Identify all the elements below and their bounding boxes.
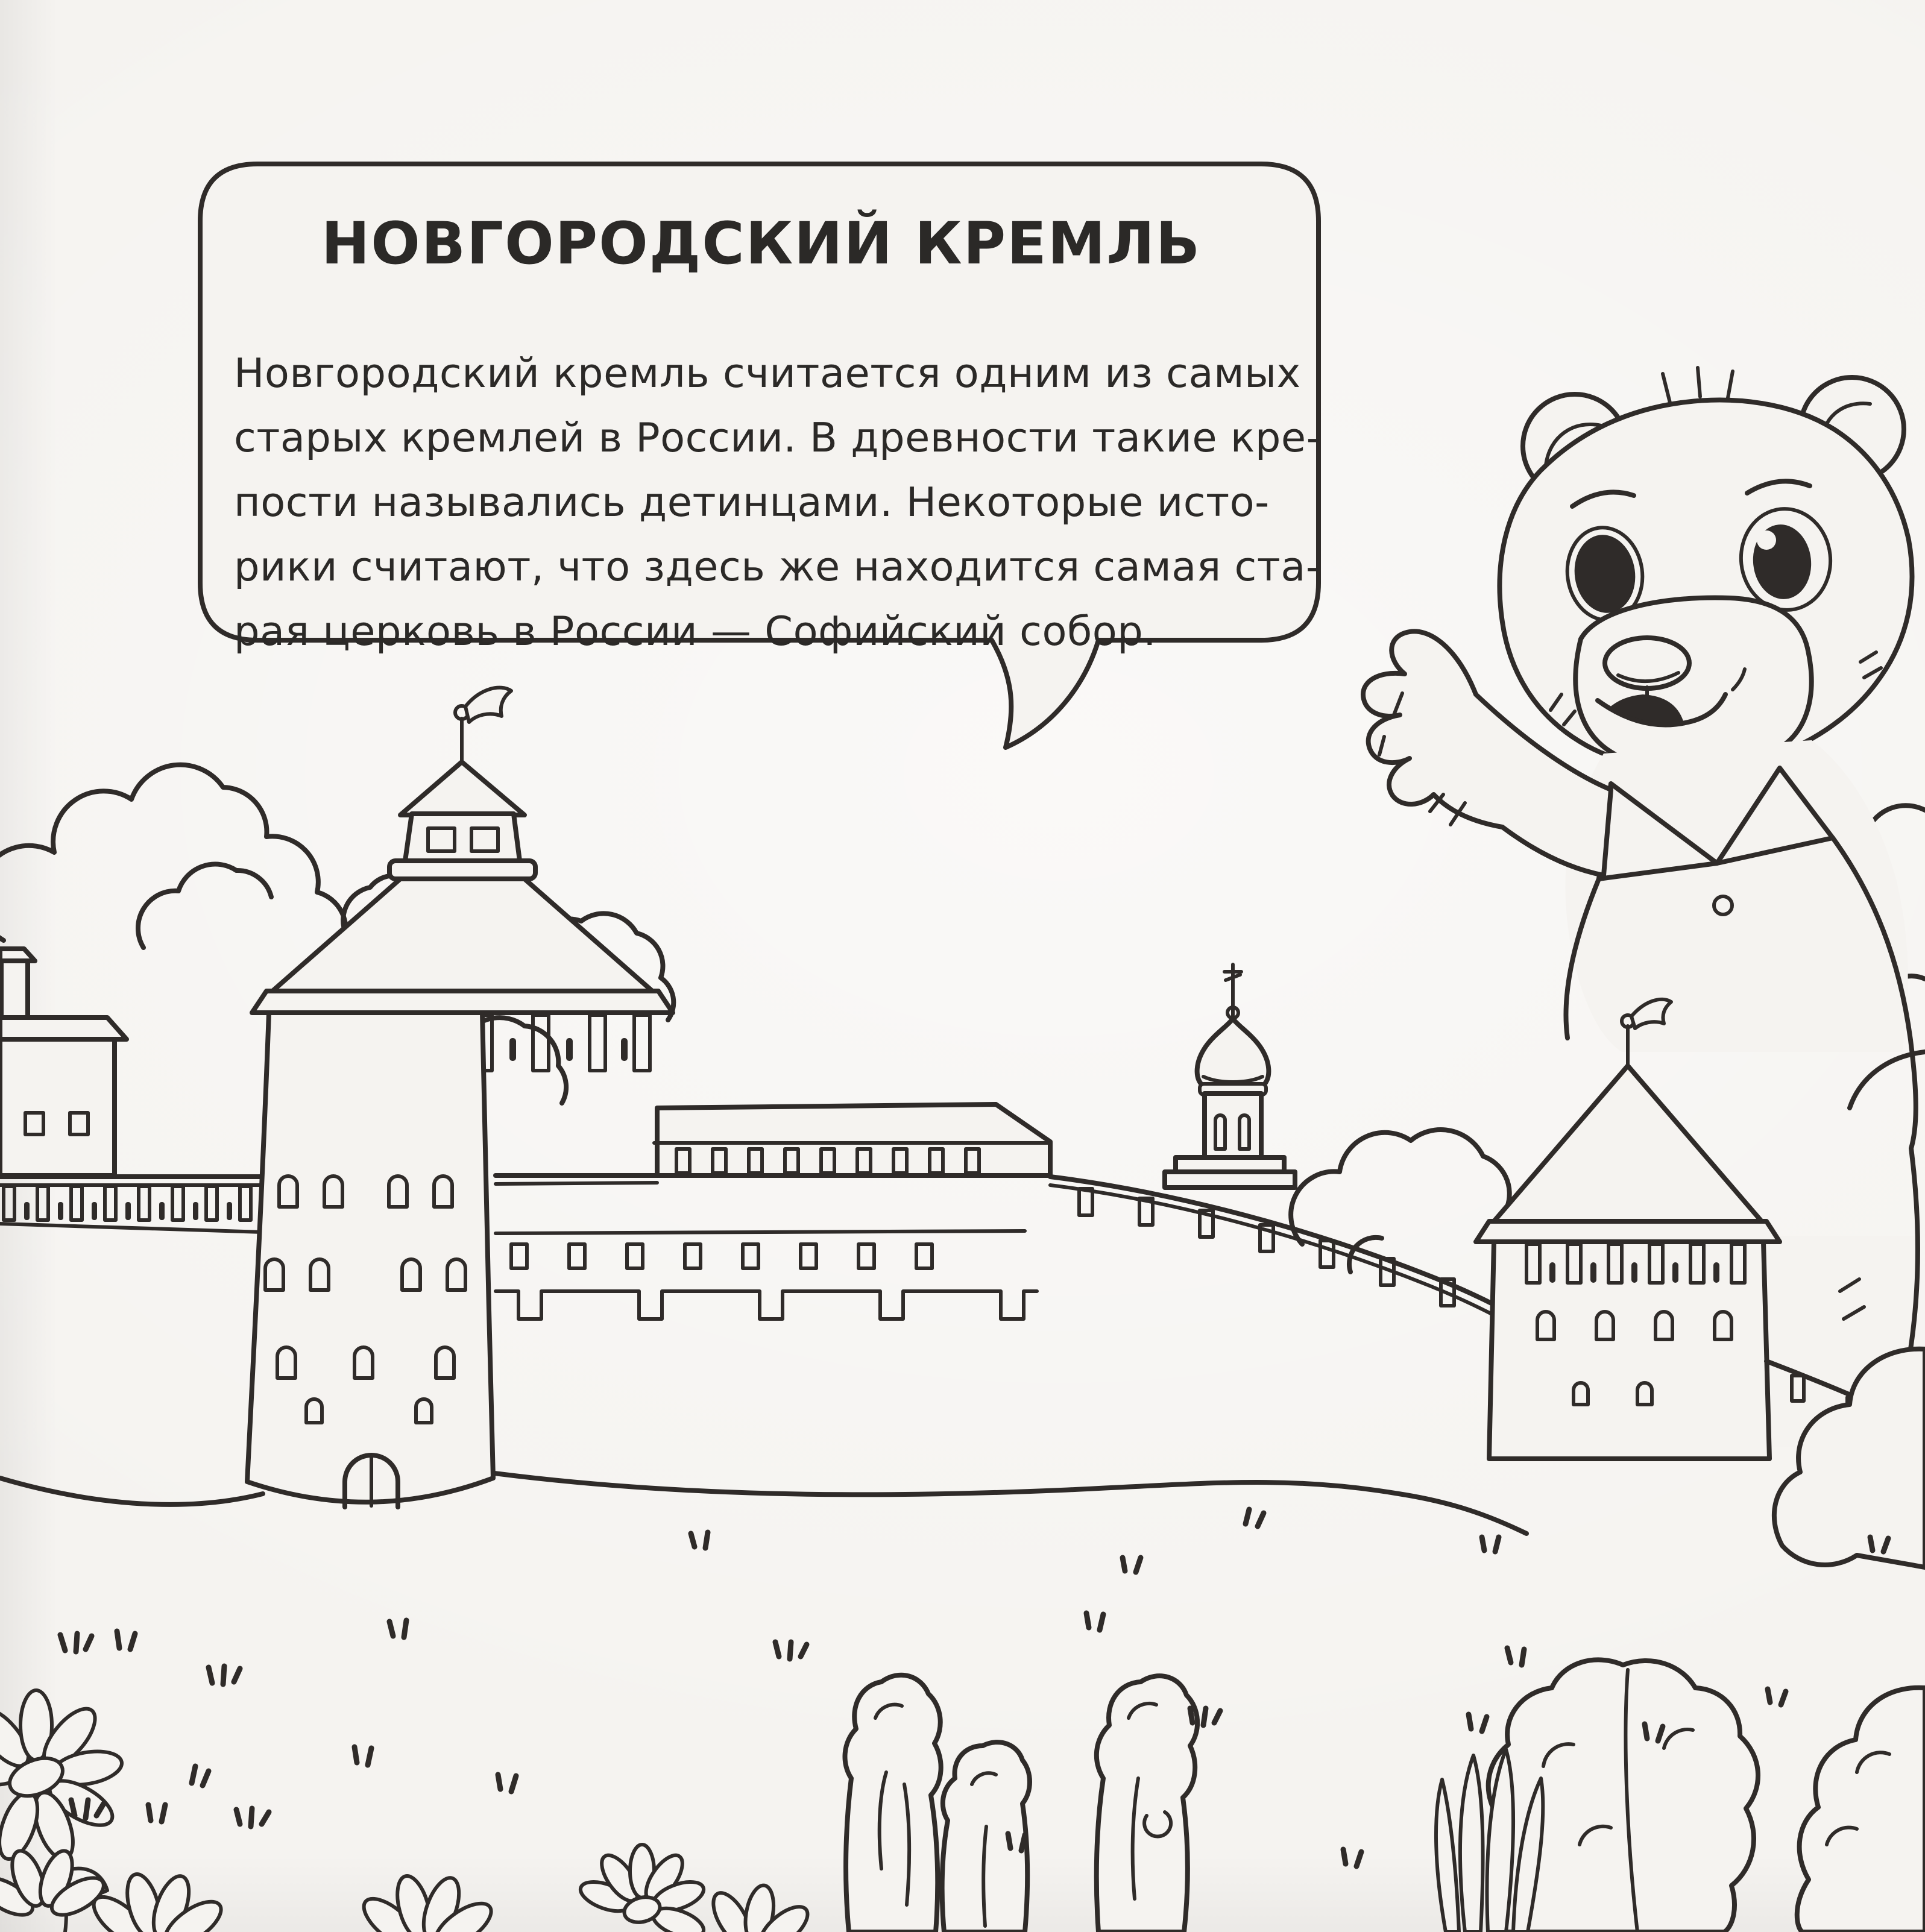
leaf (1436, 1779, 1459, 1932)
long-building (654, 1104, 1050, 1175)
cloud-trees-middle (1291, 1130, 1515, 1272)
tall-bushes-bottom-center (845, 1675, 1198, 1932)
bear-hair-ticks (1663, 368, 1733, 403)
kremlin-wall (496, 1175, 1575, 1360)
leaf (1460, 1755, 1483, 1932)
daisy-flowers (0, 1690, 814, 1932)
bubble-paragraph (234, 341, 1322, 664)
main-kremlin-tower (247, 688, 673, 1507)
bubble-line-1: Новгородский кремль считается одним из самых (234, 350, 1301, 397)
bushes-bottom-right (1436, 1660, 1758, 1932)
bubble-line-5: рая церковь в России — Софийский собор. (234, 608, 1157, 655)
bubble-line-4: рики считают, что здесь же находится самая ста- (234, 543, 1321, 590)
watch-tower (1476, 999, 1780, 1459)
ground (0, 1224, 1526, 1534)
flag-icon (465, 688, 511, 722)
bubble-line-2: старых кремлей в России. В древности такие кре- (234, 414, 1322, 461)
left-house (0, 949, 127, 1175)
church-onion-dome (1165, 964, 1295, 1188)
bubble-line-3: пости назывались детинцами. Некоторые исто- (234, 479, 1270, 526)
palisade-fence (0, 1177, 263, 1220)
bubble-title: НОВГОРОДСКИЙ КРЕМЛЬ (321, 210, 1202, 277)
